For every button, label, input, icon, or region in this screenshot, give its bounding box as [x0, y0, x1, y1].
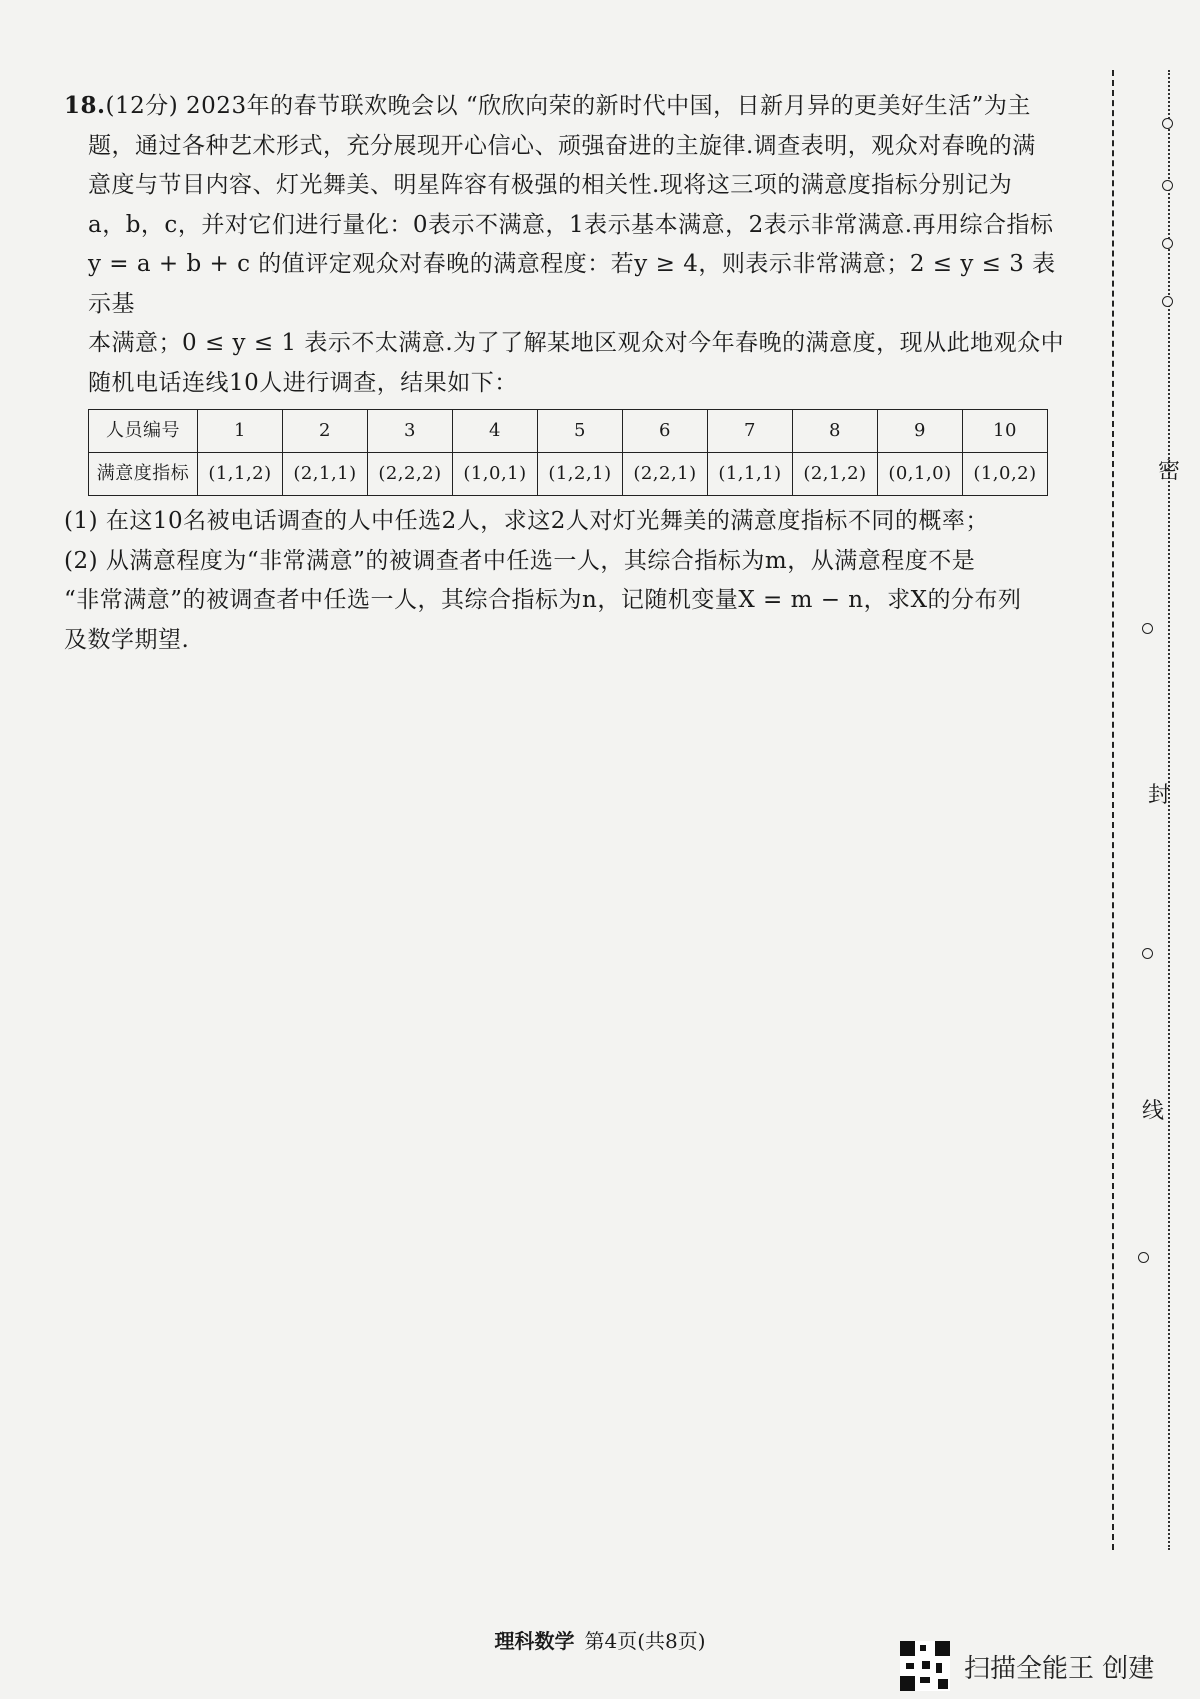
table-cell-index: (2,1,2) [793, 453, 878, 496]
question-2-line-3: 及数学期望. [64, 626, 190, 653]
table-header-index: 满意度指标 [89, 453, 198, 496]
scanner-label: 扫描全能王 创建 [964, 1653, 1155, 1684]
table-cell-id: 1 [198, 410, 283, 453]
binding-hole-icon [1138, 1252, 1149, 1263]
problem-line-7: 随机电话连线10人进行调查，结果如下： [88, 369, 518, 396]
table-cell-index: (2,2,1) [623, 453, 708, 496]
scanner-watermark [900, 1640, 1154, 1692]
seal-char-mi: 密 [1158, 459, 1181, 484]
binding-hole-icon [1142, 948, 1153, 959]
seal-char-xian: 线 [1142, 1099, 1165, 1124]
dotted-seal-line [1168, 70, 1170, 1550]
problem-number: 18. [64, 92, 106, 119]
footer-subject: 理科数学 [494, 1629, 575, 1653]
problem-18 [64, 86, 1074, 660]
binding-hole-icon [1162, 118, 1173, 129]
binding-hole-icon [1162, 296, 1173, 307]
table-cell-id: 8 [793, 410, 878, 453]
seal-char-feng: 封 [1148, 783, 1171, 808]
question-2-line-2: “非常满意”的被调查者中任选一人，其综合指标为n，记随机变量X = m − n，求X的分布列 [64, 587, 1022, 613]
table-cell-id: 5 [538, 410, 623, 453]
problem-line-3: 意度与节目内容、灯光舞美、明星阵容有极强的相关性.现将这三项的满意度指标分别记为 [88, 172, 1013, 198]
table-cell-id: 6 [623, 410, 708, 453]
table-cell-id: 7 [708, 410, 793, 453]
question-1: (1) 在这10名被电话调查的人中任选2人，求这2人对灯光舞美的满意度指标不同的概率； [64, 508, 989, 534]
table-cell-index: (2,1,1) [283, 453, 368, 496]
table-cell-index: (1,2,1) [538, 453, 623, 496]
dashed-seal-line [1112, 70, 1114, 1550]
table-cell-index: (1,0,1) [453, 453, 538, 496]
table-cell-index: (1,1,2) [198, 453, 283, 496]
problem-line-4: a，b，c，并对它们进行量化：0表示不满意，1表示基本满意，2表示非常满意.再用综合指标 [88, 211, 1054, 238]
problem-line-1 [64, 86, 1074, 127]
table-cell-id: 3 [368, 410, 453, 453]
binding-margin [1100, 70, 1180, 1550]
survey-table [88, 409, 1048, 496]
table-cell-index: (1,0,2) [963, 453, 1048, 496]
problem-line-6: 本满意；0 ≤ y ≤ 1 表示不太满意.为了了解某地区观众对今年春晚的满意度，现从此地观众中 [88, 330, 1065, 356]
binding-hole-icon [1162, 180, 1173, 191]
binding-hole-icon [1142, 623, 1153, 634]
qr-code-icon [900, 1641, 950, 1691]
table-cell-index: (0,1,0) [878, 453, 963, 496]
table-cell-id: 10 [963, 410, 1048, 453]
table-cell-id: 9 [878, 410, 963, 453]
problem-line-5: y = a + b + c 的值评定观众对春晚的满意程度：若y ≥ 4，则表示非常满意；2 ≤ y ≤ 3 表示基 [88, 251, 1056, 317]
table-row-indices [89, 453, 1048, 496]
footer-page-number: 第4页(共8页) [584, 1629, 706, 1653]
problem-text-1: (12分) 2023年的春节联欢晚会以 “欣欣向荣的新时代中国，日新月异的更美好生活”为主 [105, 93, 1031, 119]
problem-line-2: 题，通过各种艺术形式，充分展现开心信心、顽强奋进的主旋律.调查表明，观众对春晚的满 [88, 132, 1036, 159]
table-row-ids [89, 410, 1048, 453]
table-cell-id: 2 [283, 410, 368, 453]
table-cell-id: 4 [453, 410, 538, 453]
binding-hole-icon [1162, 238, 1173, 249]
table-cell-index: (1,1,1) [708, 453, 793, 496]
table-cell-index: (2,2,2) [368, 453, 453, 496]
question-2-line-1: (2) 从满意程度为“非常满意”的被调查者中任选一人，其综合指标为m，从满意程度不是 [64, 547, 976, 574]
table-header-id: 人员编号 [89, 410, 198, 453]
